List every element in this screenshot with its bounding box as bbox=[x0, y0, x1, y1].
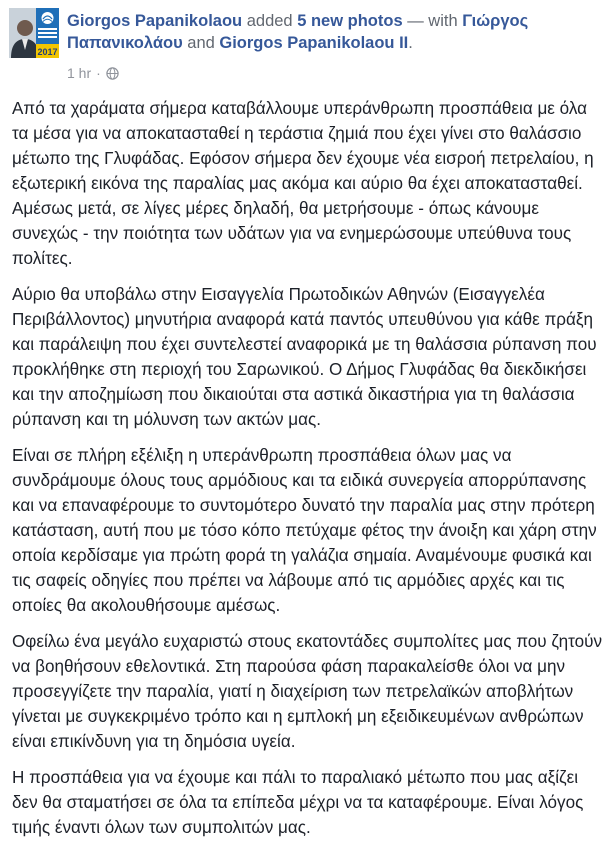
avatar-image bbox=[9, 8, 59, 58]
post-paragraph: Από τα χαράματα σήμερα καταβάλλουμε υπεράνθρωπη προσπάθεια με όλα τα μέσα για να αποκατασταθεί η τεράστια ζημιά που έχει γίνει στο θαλάσσιο μέτωπο της Γλυφάδας. Εφόσον σήμερα δεν έχουμε νέα εισροή πετρελαίου, η εξωτερική εικόνα της παραλίας μας ακόμα και αύριο θα έχει αποκατασταθεί. Αμέσως μετά, σε λίγες μέρες δηλαδή, θα μετρήσουμε - όπως κάνουμε συνεχώς - την ποιότητα των υδάτων για να ενημερώσουμε υπεύθυνα τους πολίτες. bbox=[12, 99, 594, 268]
meta-separator: · bbox=[96, 65, 101, 81]
post-headline bbox=[67, 10, 602, 54]
avatar[interactable] bbox=[9, 8, 59, 58]
and-text: and bbox=[187, 34, 215, 52]
action-text: added bbox=[246, 12, 293, 30]
post-paragraph: Οφείλω ένα μεγάλο ευχαριστώ στους εκατοντάδες συμπολίτες μας που ζητούν να βοηθήσουν εθελοντικά. Στη παρούσα φάση παρακαλείσθε όλοι να μην προσεγγίζετε την παραλία, γιατί η διαχείριση των πετρελαϊκών αποβλήτων γίνεται με συγκεκριμένο τρόπο και η εμπλοκή μη εξειδικευμένων ανθρώπων είναι επικίνδυνη για τη δημόσια υγεία. bbox=[12, 632, 602, 751]
tagged-user-1-link[interactable]: Γιώργος Παπανικολάου bbox=[67, 12, 529, 52]
tagged-user-2-link[interactable]: Giorgos Papanikolaou II bbox=[219, 34, 409, 52]
post-header bbox=[0, 0, 614, 92]
post-meta bbox=[67, 64, 119, 82]
avatar-badge-year: 2017 bbox=[37, 47, 58, 57]
globe-icon[interactable] bbox=[106, 67, 119, 80]
timestamp-link[interactable]: 1 hr bbox=[67, 65, 92, 81]
post-body bbox=[12, 96, 608, 851]
post-paragraph: Αύριο θα υποβάλω στην Εισαγγελία Πρωτοδικών Αθηνών (Εισαγγελέα Περιβάλλοντος) μηνυτήρια αναφορά κατά παντός υπευθύνου για κάθε πράξη και παράλειψη που έχει συντελεστεί αναφορικά με τη θαλάσσια ρύπανση που προκλήθηκε στη περιοχή του Σαρωνικού. Ο Δήμος Γλυφάδας θα διεκδικήσει και την αποζημίωση που δικαιούται στα αστικά δικαστήρια για τη θαλάσσια ρύπανση και τη μόλυνση των ακτών μας. bbox=[12, 285, 597, 429]
post-paragraph: Η προσπάθεια για να έχουμε και πάλι το παραλιακό μέτωπο που μας αξίζει δεν θα σταματήσει σε όλα τα επίπεδα μέχρι να τα καταφέρουμε. Είναι λόγος τιμής έναντι όλων των συμπολιτών μας. bbox=[12, 768, 584, 837]
with-text: — with bbox=[407, 12, 458, 30]
post-paragraph: Είναι σε πλήρη εξέλιξη η υπεράνθρωπη προσπάθεια όλων μας να συνδράμουμε όλους τους αρμόδιους και τα ειδικά συνεργεία απορρύπανσης και να επαναφέρουμε το συντομότερο δυνατό την παραλία μας στην πρότερη κατάσταση, αυτή που με τόσο κόπο πετύχαμε φέτος την άνοιξη και χάρη στην οποία κερδίσαμε για πρώτη φορά τη γαλάζια σημαία. Αναμένουμε φυσικά και τις σαφείς οδηγίες που πρέπει να λάβουμε από τις αρμόδιες αρχές και τις οποίες θα ακολουθήσουμε αμέσως. bbox=[12, 446, 597, 615]
period-text: . bbox=[408, 34, 413, 52]
author-link[interactable]: Giorgos Papanikolaou bbox=[67, 12, 243, 30]
photos-link[interactable]: 5 new photos bbox=[297, 12, 403, 30]
